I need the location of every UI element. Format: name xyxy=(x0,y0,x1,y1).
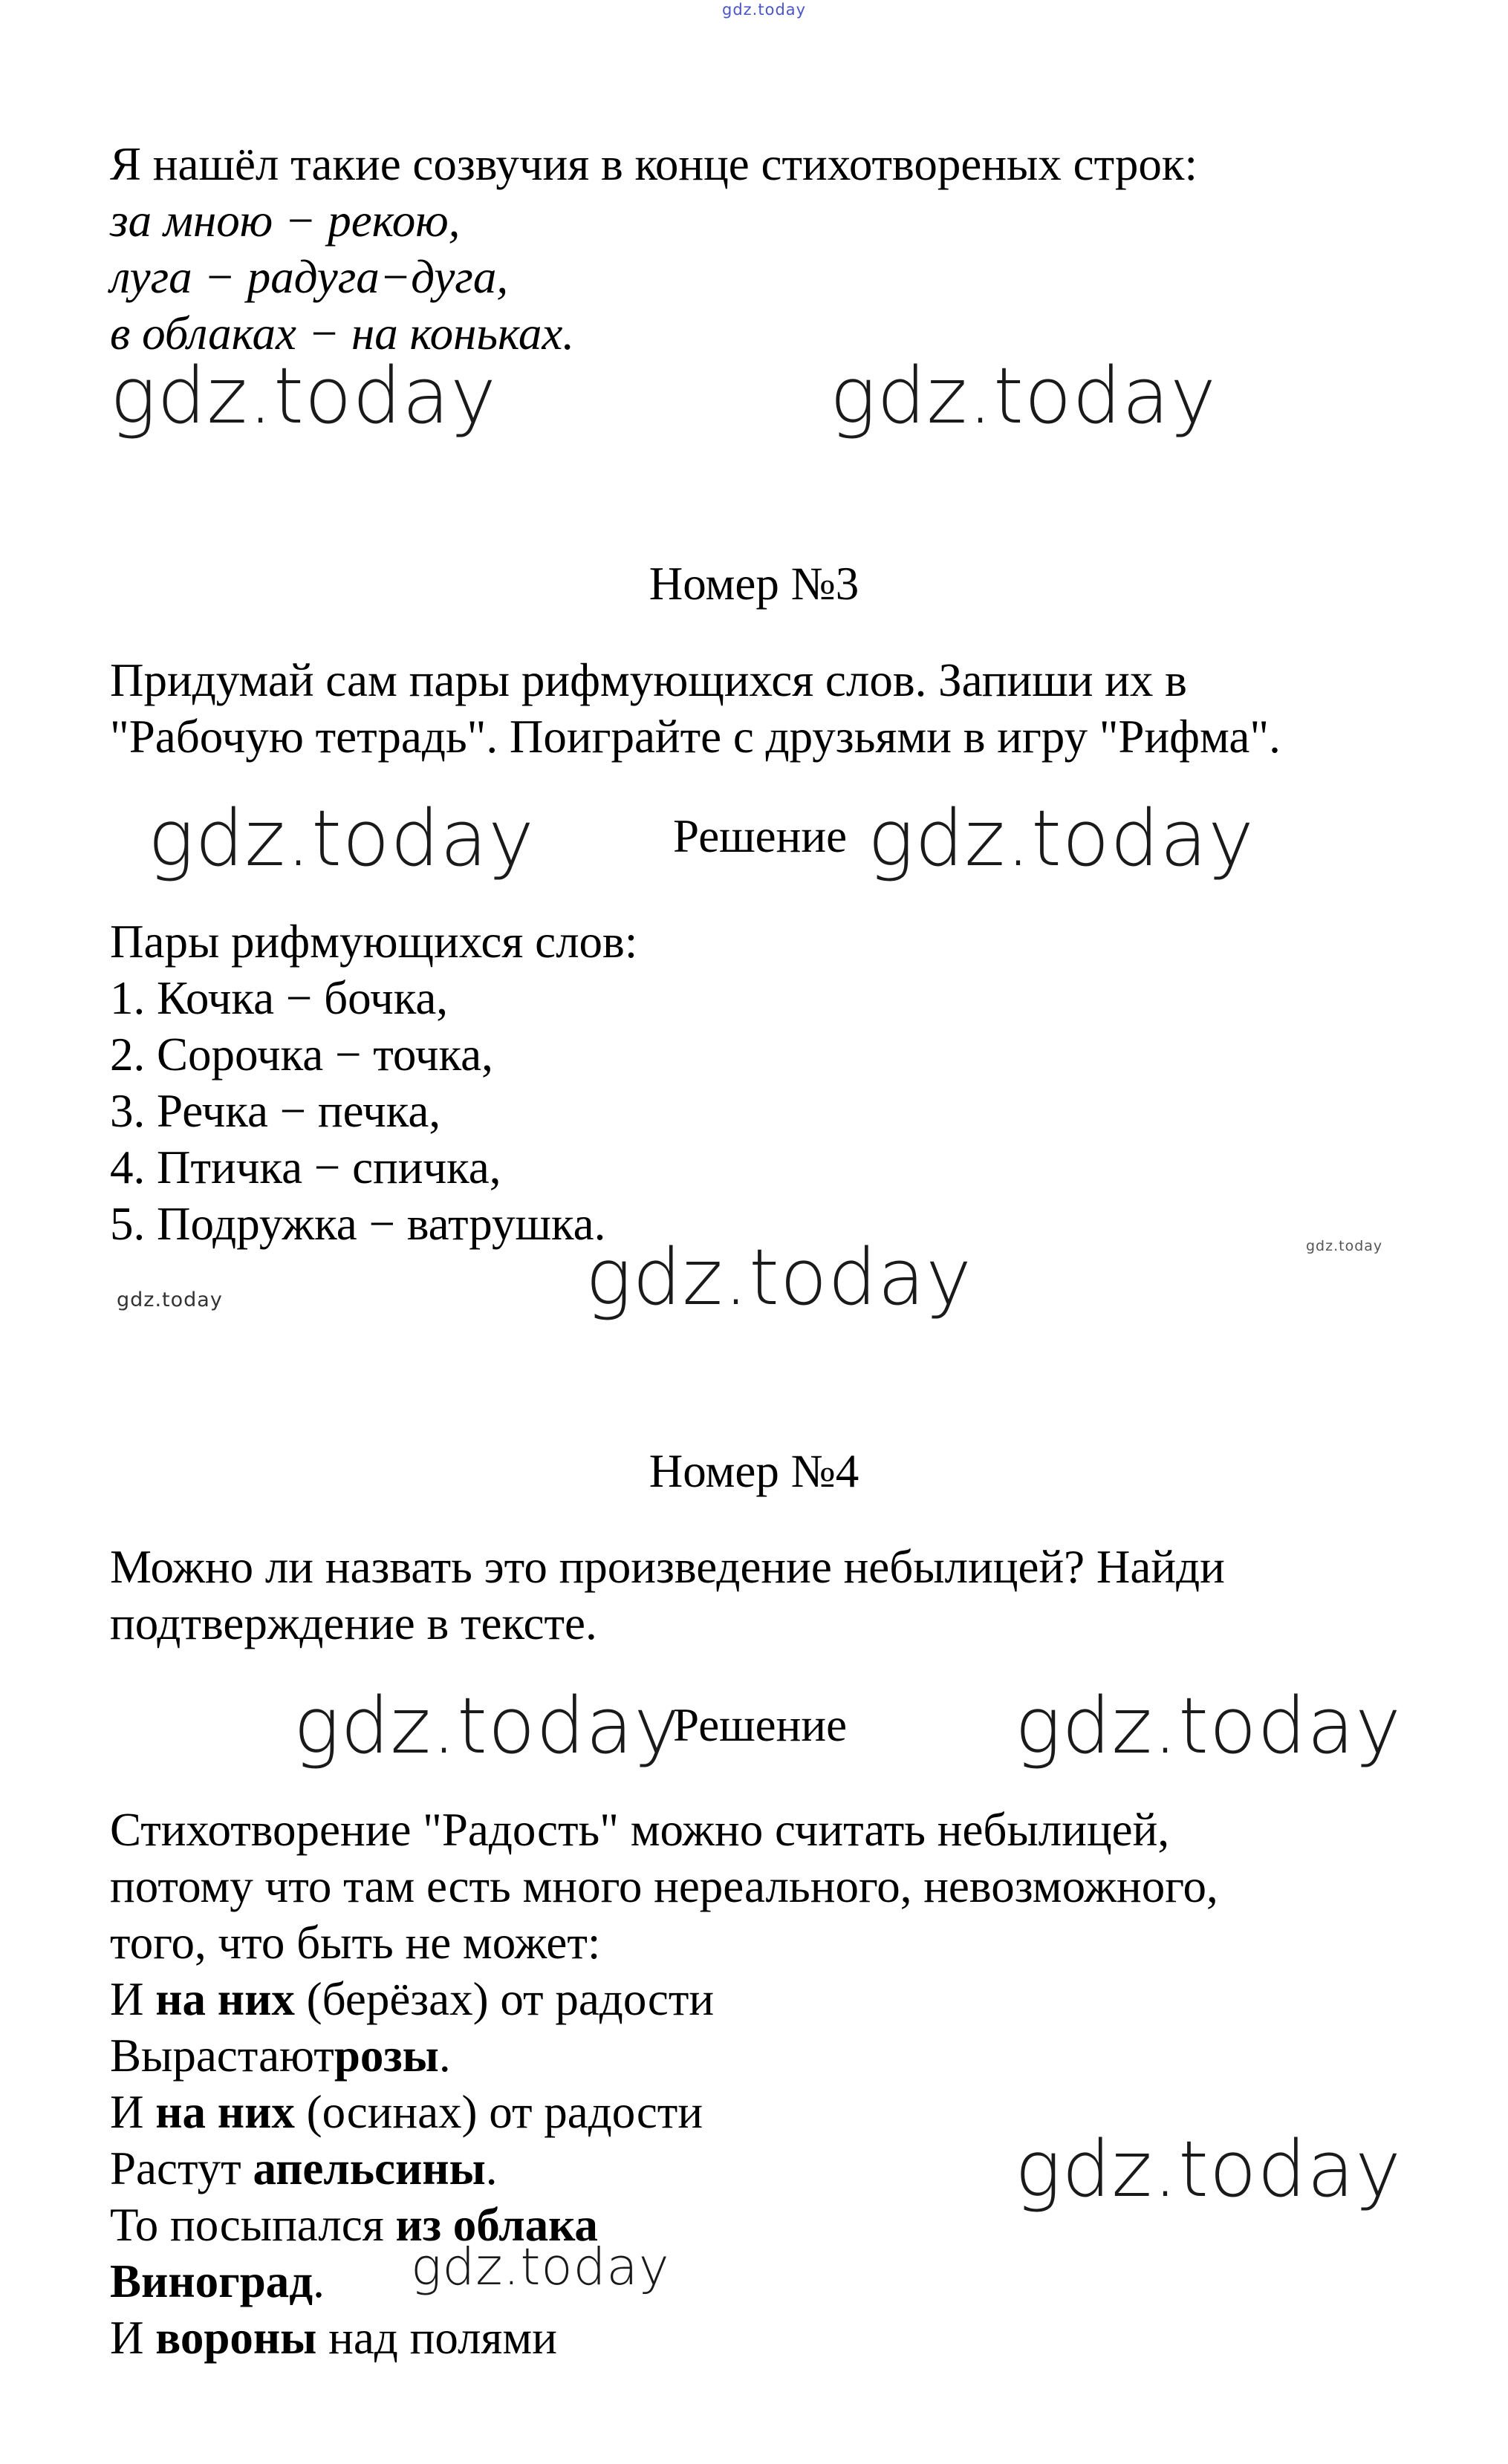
poem-line-1 xyxy=(110,1971,714,2027)
poem-bold: розы xyxy=(334,2030,439,2082)
watermark-4: gdz.today xyxy=(868,793,1255,884)
task3-answer-intro: Пары рифмующихся слов: xyxy=(110,916,638,968)
poem-text: То посыпался xyxy=(110,2199,396,2251)
task3-answer-5: 5. Подружка − ватрушка. xyxy=(110,1198,606,1250)
task3-answer-4: 4. Птичка − спичка, xyxy=(110,1141,501,1193)
poem-bold: на них xyxy=(155,2086,295,2138)
task4-heading: Номер №4 xyxy=(649,1445,859,1497)
task3-question-line-2: "Рабочую тетрадь". Поиграйте с друзьями в игру "Рифма". xyxy=(110,711,1281,763)
poem-text: . xyxy=(438,2030,451,2082)
task4-answer-line-2: потому что там есть много нереального, невозможного, xyxy=(110,1860,1218,1912)
task4-question-line-2: подтверждение в тексте. xyxy=(110,1597,597,1649)
poem-bold: Виноград xyxy=(110,2255,313,2307)
task3-answer-3: 3. Речка − печка, xyxy=(110,1085,441,1137)
watermark-2: gdz.today xyxy=(830,351,1217,441)
task3-question-line-1: Придумай сам пары рифмующихся слов. Запиши их в xyxy=(110,654,1187,706)
intro-text: Я нашёл такие созвучия в конце стихотвореных строк: xyxy=(110,138,1197,190)
poem-text: (берёзах) от радости xyxy=(294,1973,715,2025)
poem-bold: вороны xyxy=(155,2312,317,2364)
watermark-small: gdz.today xyxy=(117,1288,223,1311)
poem-text: Вырастают xyxy=(110,2030,334,2082)
rhyme-line-1: за мною − рекою, xyxy=(110,195,461,247)
task4-answer-line-3: того, что быть не может: xyxy=(110,1917,601,1969)
poem-text: И xyxy=(110,2312,156,2364)
poem-text: . xyxy=(485,2142,498,2194)
poem-text: И xyxy=(110,1973,156,2025)
poem-bold: из облака xyxy=(395,2199,598,2251)
watermark-3: gdz.today xyxy=(148,793,535,884)
watermark-5: gdz.today xyxy=(585,1232,972,1323)
poem-line-6 xyxy=(110,2253,325,2310)
task3-answer-2: 2. Сорочка − точка, xyxy=(110,1029,493,1081)
poem-text: И xyxy=(110,2086,156,2138)
task4-solution-label: Решение xyxy=(673,1699,848,1751)
poem-bold: апельсины xyxy=(253,2142,486,2194)
poem-text: (осинах) от радости xyxy=(294,2086,703,2138)
watermark-1: gdz.today xyxy=(110,351,497,441)
task4-answer-line-1: Стихотворение "Радость" можно считать небылицей, xyxy=(110,1804,1170,1856)
poem-text: Растут xyxy=(110,2142,253,2194)
watermark-9: gdz.today xyxy=(411,2238,670,2297)
rhyme-line-3: в облаках − на коньках. xyxy=(110,307,575,359)
poem-text: над полями xyxy=(316,2312,557,2364)
poem-line-7 xyxy=(110,2310,557,2366)
task3-solution-label: Решение xyxy=(673,810,848,862)
task3-answer-1: 1. Кочка − бочка, xyxy=(110,972,449,1024)
rhyme-line-2: луга − радуга−дуга, xyxy=(110,251,509,303)
watermark-7: gdz.today xyxy=(1015,1681,1402,1771)
watermark-top: gdz.today xyxy=(722,1,807,19)
watermark-mini: gdz.today xyxy=(1306,1238,1383,1254)
task4-question-line-1: Можно ли назвать это произведение небылицей? Найди xyxy=(110,1541,1225,1593)
poem-line-4 xyxy=(110,2140,498,2197)
watermark-8: gdz.today xyxy=(1015,2124,1402,2214)
watermark-6: gdz.today xyxy=(293,1681,680,1771)
poem-line-2 xyxy=(110,2027,451,2084)
task3-heading: Номер №3 xyxy=(649,558,859,610)
poem-bold: на них xyxy=(155,1973,295,2025)
poem-text: . xyxy=(313,2255,325,2307)
poem-line-3 xyxy=(110,2084,703,2140)
